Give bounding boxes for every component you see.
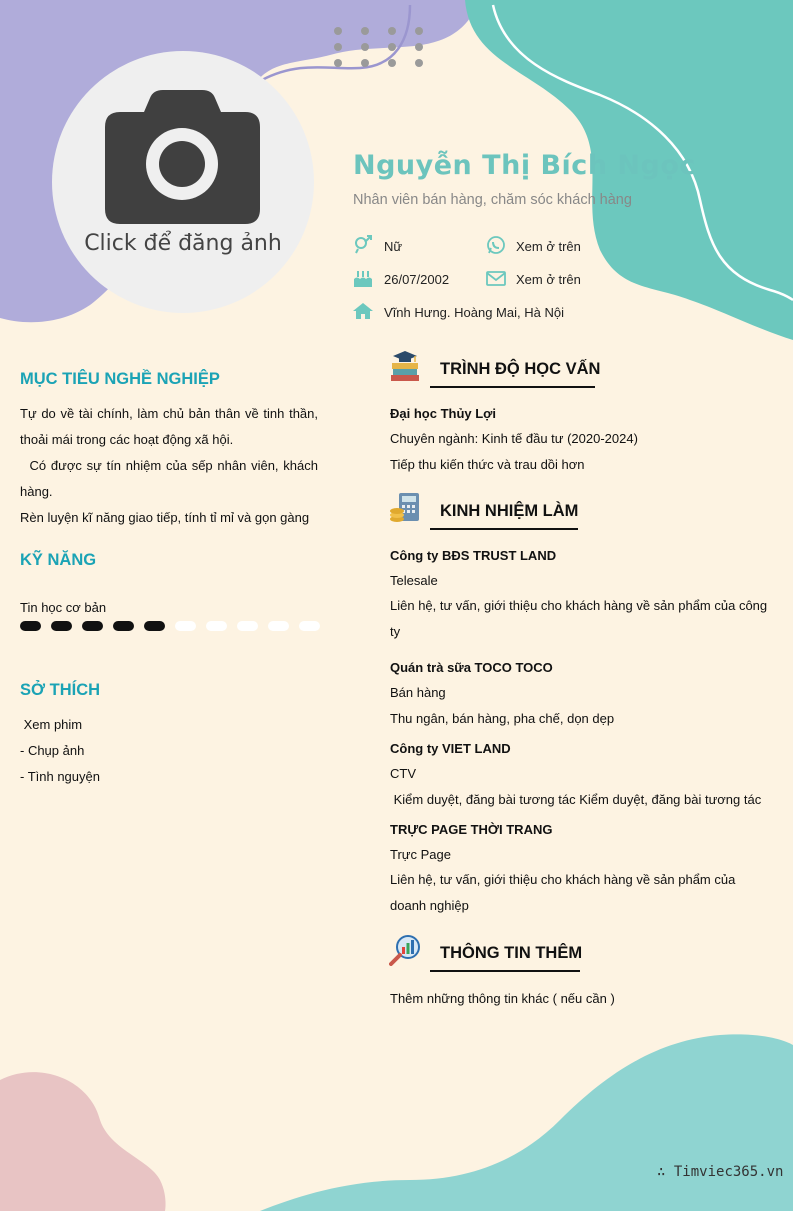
- skills-heading: KỸ NĂNG: [20, 551, 97, 569]
- job-role: Trực Page: [390, 847, 451, 862]
- extra-info-text: Thêm những thông tin khác ( nếu cần ): [390, 991, 615, 1006]
- skill-dot-empty: [268, 621, 289, 631]
- hobby-item: - Tình nguyện: [20, 769, 100, 784]
- brand-logo-mark: ∴: [657, 1164, 666, 1180]
- address-value: Vĩnh Hưng. Hoàng Mai, Hà Nội: [384, 305, 564, 320]
- heading-underline: [430, 528, 578, 530]
- brand-name: Timviec365.vn: [673, 1164, 784, 1180]
- hobby-item: Xem phim: [20, 717, 83, 732]
- education-note: Tiếp thu kiến thức và trau dồi hơn: [390, 457, 585, 472]
- camera-icon: [105, 90, 260, 224]
- education-heading: TRÌNH ĐỘ HỌC VẤN: [440, 360, 601, 378]
- job-title: Nhân viên bán hàng, chăm sóc khách hàng: [353, 192, 632, 208]
- job-description: Liên hệ, tư vấn, giới thiệu cho khách hàng về sản phẩm của doanh nghiệp: [390, 872, 736, 913]
- company-name: Công ty BĐS TRUST LAND: [390, 548, 557, 563]
- phone-value: Xem ở trên: [516, 239, 581, 254]
- skill-dot-empty: [206, 621, 227, 631]
- hobbies-list: [20, 712, 100, 790]
- job-role: Bán hàng: [390, 685, 446, 700]
- job-description: Kiểm duyệt, đăng bài tương tác Kiểm duyệt, đăng bài tương tác: [390, 792, 762, 807]
- home-icon: [353, 301, 373, 321]
- birthday-cake-icon: [353, 268, 373, 288]
- job-role: CTV: [390, 766, 416, 781]
- whatsapp-icon: [486, 235, 506, 255]
- calculator-coins-icon: [389, 492, 421, 524]
- hobbies-heading: SỞ THÍCH: [20, 681, 101, 699]
- skill-dot-empty: [299, 621, 320, 631]
- skill-dot-filled: [113, 621, 134, 631]
- objective-line: Rèn luyện kĩ năng giao tiếp, tính tỉ mỉ và gọn gàng: [20, 510, 310, 525]
- extra-info-heading: THÔNG TIN THÊM: [440, 944, 583, 962]
- job-role: Telesale: [390, 573, 438, 588]
- hobby-item: - Chụp ảnh: [20, 743, 85, 758]
- company-name: Quán trà sữa TOCO TOCO: [390, 660, 553, 675]
- skill-dot-filled: [82, 621, 103, 631]
- email-icon: [486, 268, 506, 288]
- upload-photo-label[interactable]: Click để đăng ảnh: [84, 231, 282, 256]
- magnifier-chart-icon: [389, 934, 421, 966]
- gender-icon: [353, 234, 373, 254]
- skill-dot-empty: [175, 621, 196, 631]
- job-description: Thu ngân, bán hàng, pha chế, dọn dẹp: [390, 711, 615, 726]
- school-name: Đại học Thủy Lợi: [390, 406, 497, 421]
- skill-dot-empty: [237, 621, 258, 631]
- skill-rating: [20, 621, 320, 631]
- major: Chuyên ngành: Kinh tế đầu tư (2020-2024): [390, 431, 638, 446]
- job-description: Liên hệ, tư vấn, giới thiệu cho khách hàng về sản phẩm của công ty: [390, 598, 768, 639]
- candidate-name: Nguyễn Thị Bích Ngọc: [353, 150, 696, 181]
- email-value: Xem ở trên: [516, 272, 581, 287]
- gender-value: Nữ: [384, 239, 403, 254]
- objective-line: Có được sự tín nhiệm của sếp nhân viên, khách hàng.: [20, 458, 322, 499]
- skill-dot-filled: [20, 621, 41, 631]
- skill-dot-filled: [144, 621, 165, 631]
- objective-line: Tự do về tài chính, làm chủ bản thân về tinh thần, thoải mái trong các hoạt động xã hội.: [20, 406, 318, 447]
- brand-watermark: [657, 1164, 783, 1180]
- company-name: Công ty VIET LAND: [390, 741, 511, 756]
- heading-underline: [430, 970, 580, 972]
- graduation-books-icon: [389, 350, 421, 382]
- birthday-value: 26/07/2002: [384, 272, 450, 287]
- objective-text: [20, 401, 322, 531]
- experience-heading: KINH NHIỆM LÀM: [440, 502, 579, 520]
- company-name: TRỰC PAGE THỜI TRANG: [390, 822, 553, 837]
- heading-underline: [430, 386, 595, 388]
- skill-name: Tin học cơ bản: [20, 600, 107, 615]
- skill-dot-filled: [51, 621, 72, 631]
- objective-heading: MỤC TIÊU NGHỀ NGHIỆP: [20, 370, 220, 388]
